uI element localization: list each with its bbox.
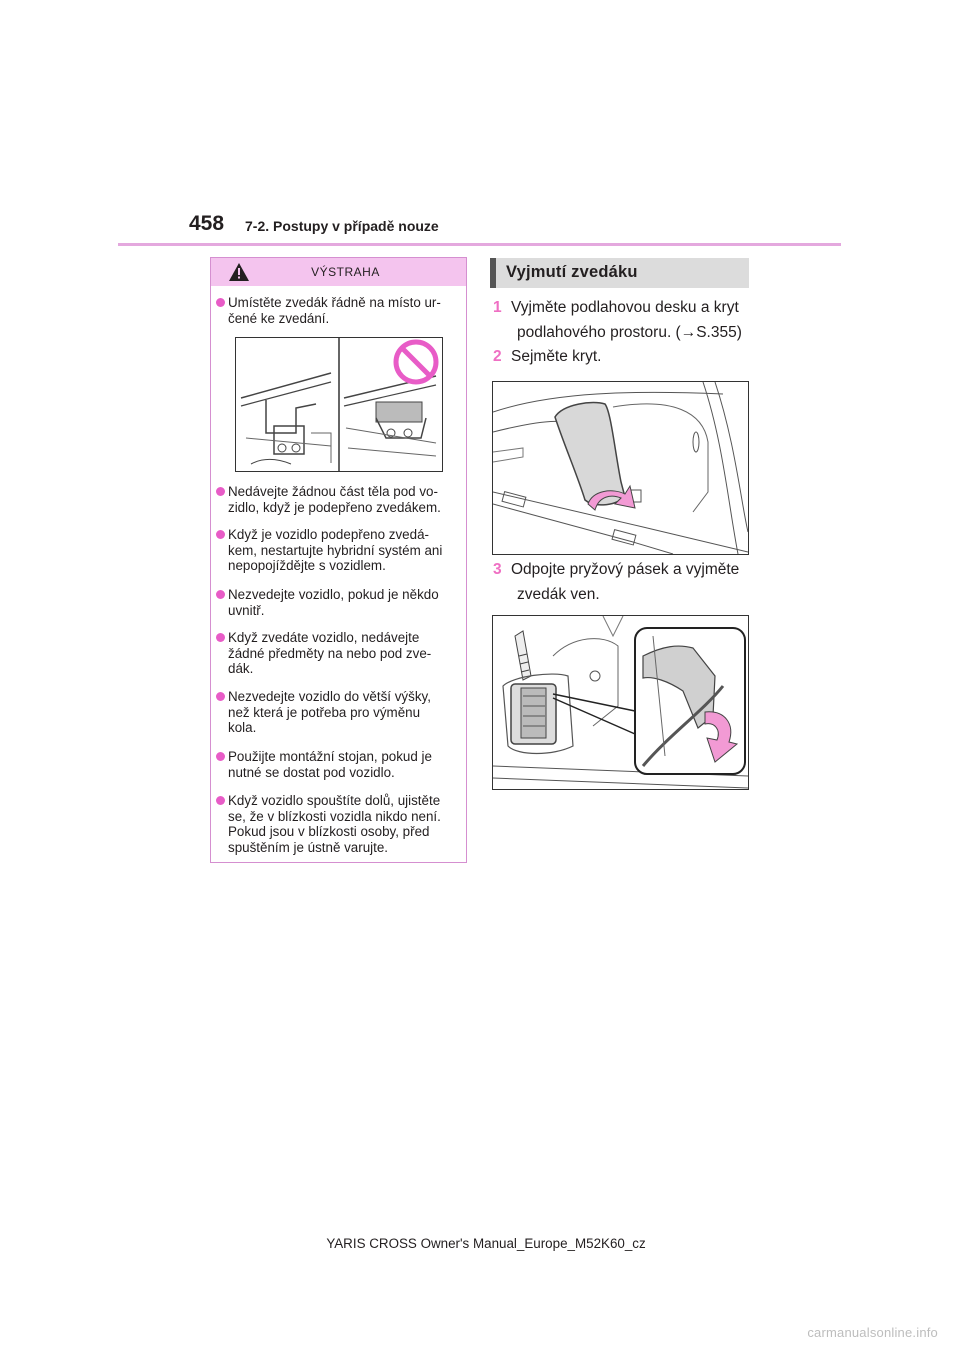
bullet-dot-icon — [216, 752, 225, 761]
warning-bullet-8: Když vozidlo spouštíte dolů, ujistěte se, že v blízkosti vozidla nikdo není. Pokud jsou v blízkosti osoby, před spuštěním je ústně varujte. — [215, 793, 463, 855]
remove-jack-drawing — [493, 616, 748, 789]
warning-title: VÝSTRAHA — [311, 265, 380, 279]
warning-bullet-1: Umístěte zvedák řádně na místo ur- čené ke zvedání. — [215, 295, 463, 326]
header-rule — [118, 243, 841, 246]
warning-bullet-4: Nezvedejte vozidlo, pokud je někdo uvnitř. — [215, 587, 463, 618]
warning-box — [210, 257, 467, 863]
warning-bullet-3: Když je vozidlo podepřeno zvedá- kem, nestartujte hybridní systém ani nepopojíždějte s vozidlem. — [215, 527, 463, 574]
bullet-dot-icon — [216, 692, 225, 701]
section-title: 7-2. Postupy v případě nouze — [245, 218, 439, 234]
warning-bullet-6: Nezvedejte vozidlo do větší výšky, než která je potřeba pro výměnu kola. — [215, 689, 463, 736]
bullet-dot-icon — [216, 530, 225, 539]
step-1: 1 Vyjměte podlahovou desku a kryt podlahového prostoru. (→S.355) — [493, 295, 748, 345]
step-number: 1 — [493, 299, 502, 316]
bullet-dot-icon — [216, 796, 225, 805]
bullet-dot-icon — [216, 590, 225, 599]
bullet-dot-icon — [216, 487, 225, 496]
warning-bullet-2: Nedávejte žádnou část těla pod vo- zidlo, když je podepřeno zvedákem. — [215, 484, 463, 515]
warning-bullet-5: Když zvedáte vozidlo, nedávejte žádné předměty na nebo pod zve- dák. — [215, 630, 463, 677]
remove-cover-illustration — [492, 381, 749, 555]
bullet-dot-icon — [216, 633, 225, 642]
remove-jack-illustration — [492, 615, 749, 790]
bullet-dot-icon — [216, 298, 225, 307]
step-number: 2 — [493, 348, 502, 365]
jack-placement-drawing — [236, 338, 442, 471]
warning-bullet-7: Použijte montážní stojan, pokud je nutné se dostat pod vozidlo. — [215, 749, 463, 780]
step-number: 3 — [493, 561, 502, 578]
watermark: carmanualsonline.info — [807, 1325, 938, 1340]
section-heading: Vyjmutí zvedáku — [490, 258, 749, 288]
page-number: 458 — [189, 212, 225, 235]
step-2: 2 Sejměte kryt. — [493, 344, 748, 369]
jack-placement-illustration — [235, 337, 443, 472]
warning-header — [211, 258, 466, 286]
footer-manual-name: YARIS CROSS Owner's Manual_Europe_M52K60_cz — [326, 1236, 646, 1251]
remove-cover-drawing — [493, 382, 748, 554]
step-3: 3 Odpojte pryžový pásek a vyjměte zvedák ven. — [493, 557, 748, 607]
